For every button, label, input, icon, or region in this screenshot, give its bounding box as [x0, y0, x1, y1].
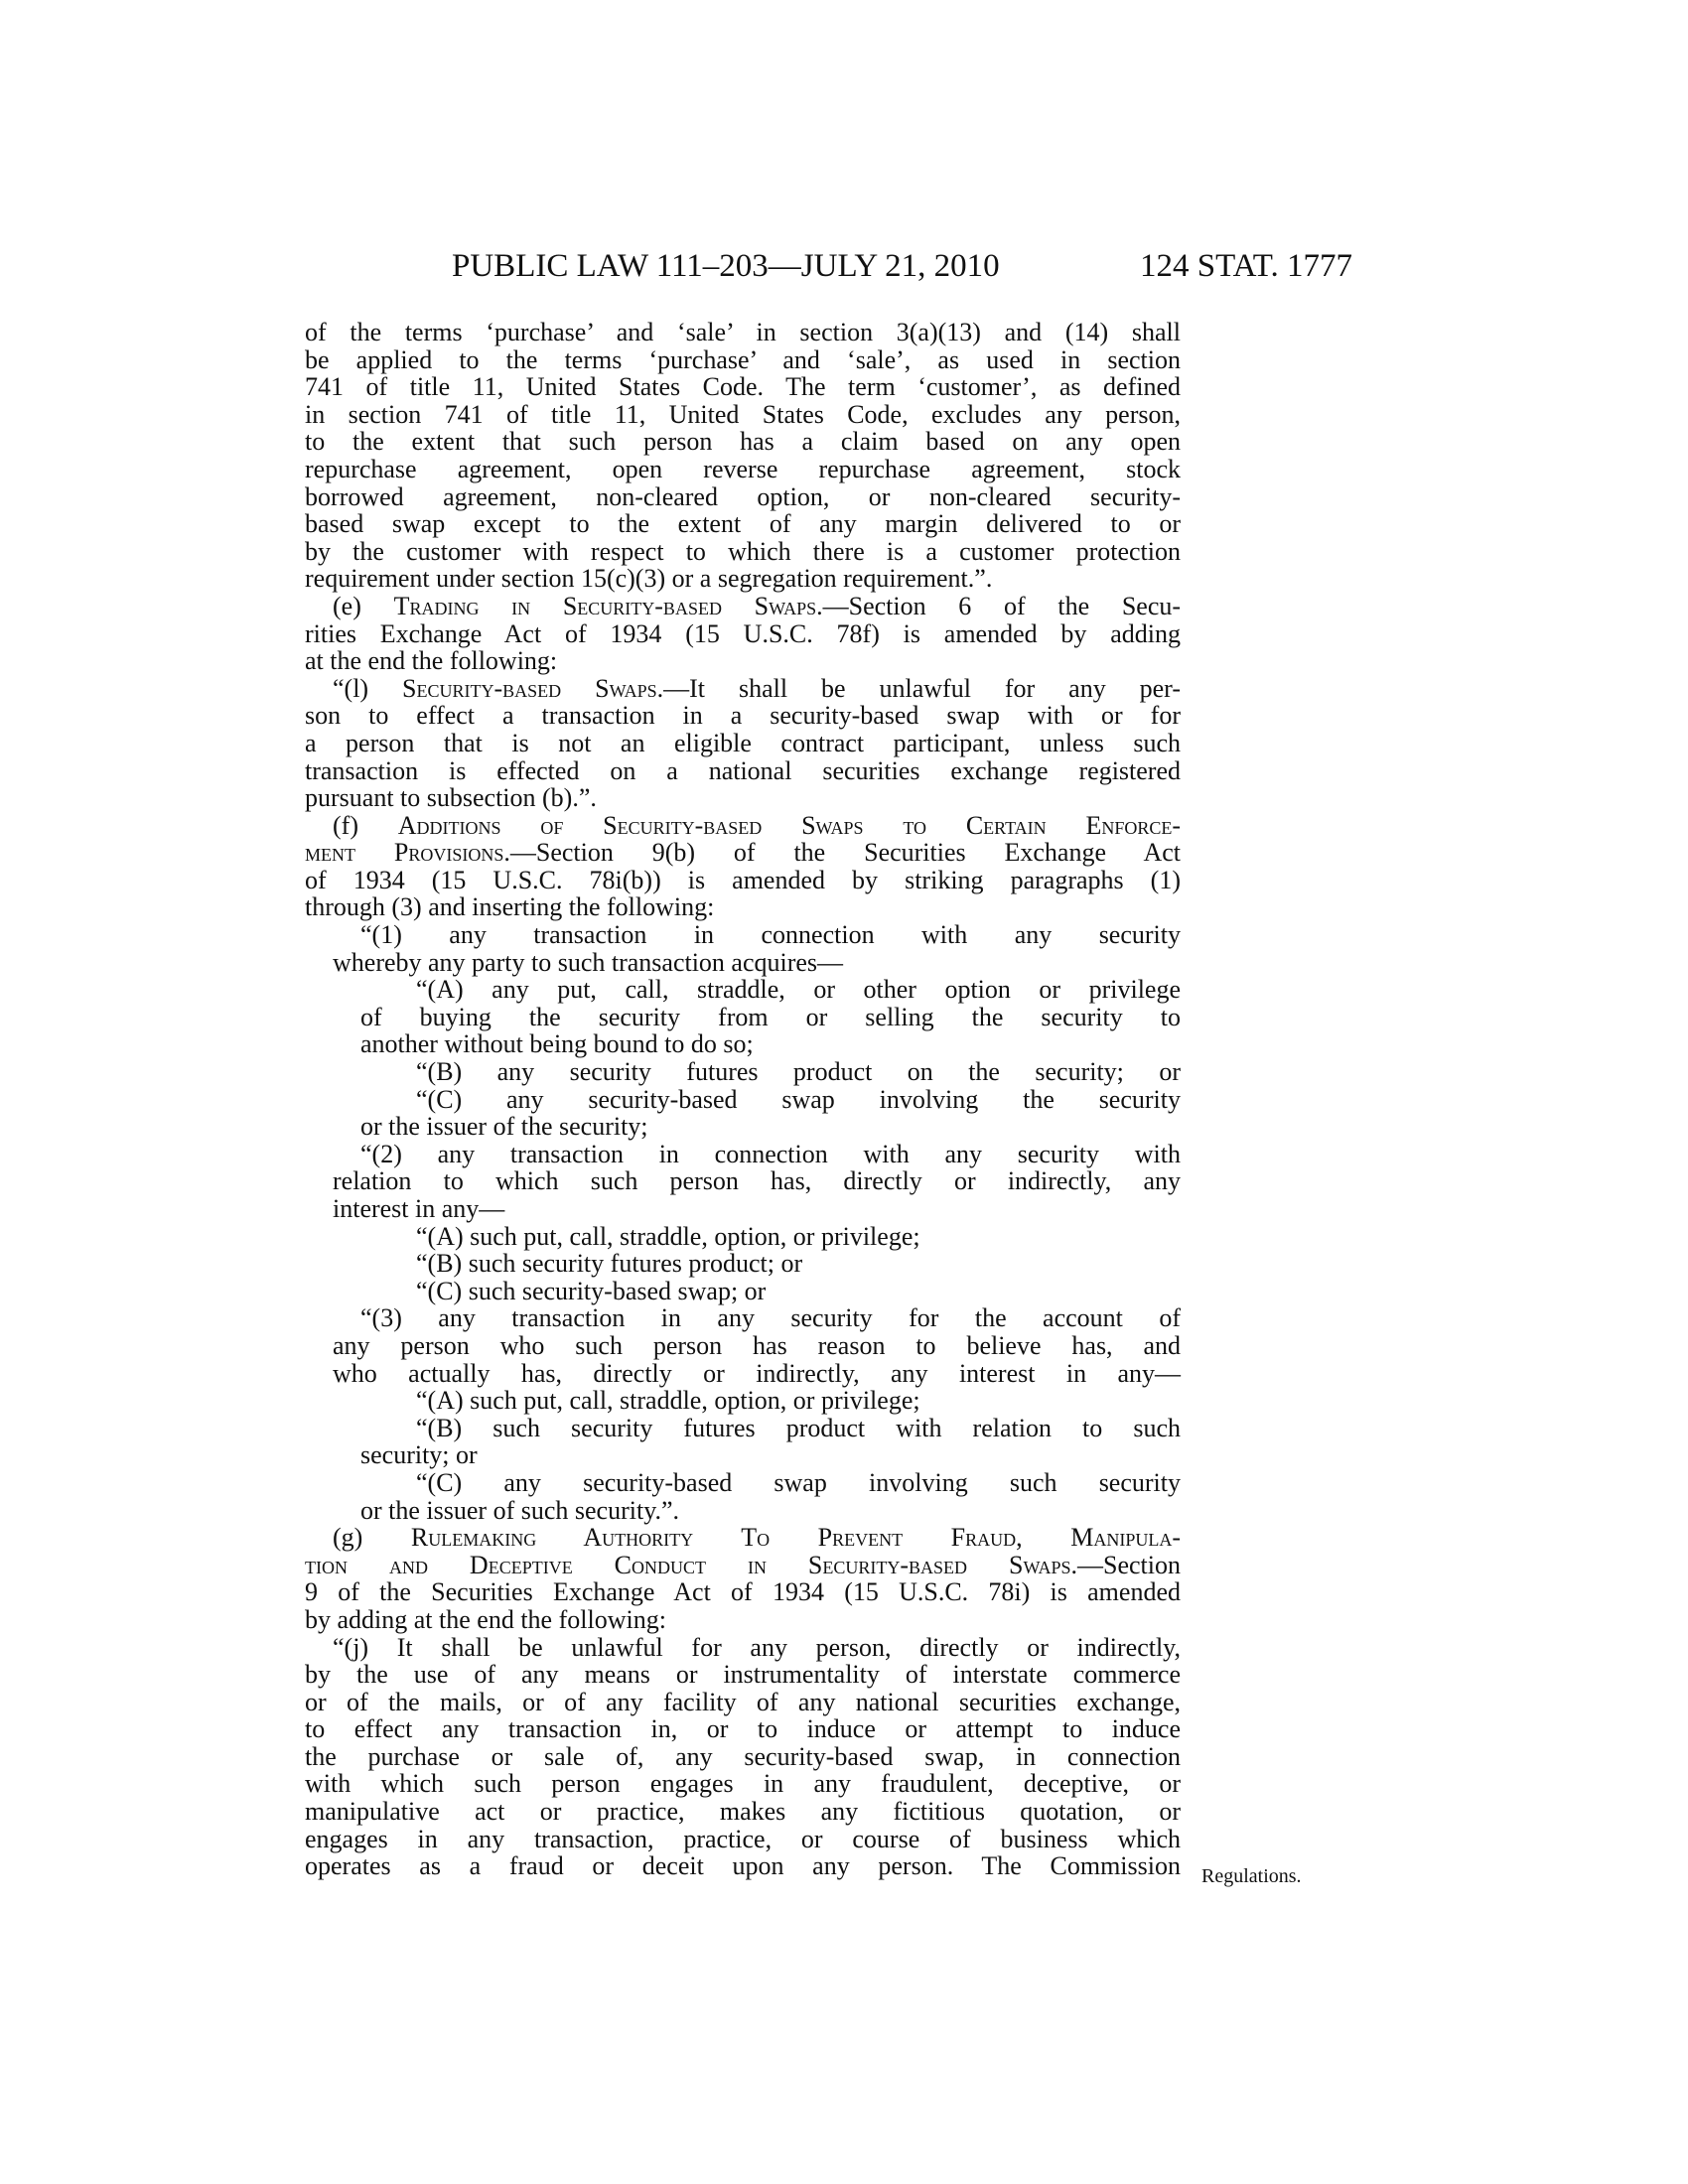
text-line [305, 565, 1181, 593]
text-line [305, 1415, 1181, 1442]
line-text: through (3) and inserting the following: [305, 892, 715, 922]
text-line [305, 1689, 1181, 1716]
text-line [305, 1250, 1181, 1278]
line-text: “(B) such security futures product; or [416, 1249, 803, 1279]
text-line [305, 1141, 1181, 1168]
text-line [305, 1715, 1181, 1743]
text-line [305, 593, 1181, 620]
text-line [305, 1743, 1181, 1771]
line-text: a person that is not an eligible contract participant, unless such [305, 728, 1181, 757]
section-heading-text: Security-based Swaps [402, 673, 657, 703]
text-line [305, 401, 1181, 429]
text-line [305, 538, 1181, 566]
line-text: manipulative act or practice, makes any fictitious quotation, or [305, 1797, 1181, 1827]
line-text: “(A) such put, call, straddle, option, or privilege; [416, 1221, 920, 1251]
line-text: (f) [333, 810, 398, 840]
line-text: “(C) any security-based swap involving such security [416, 1467, 1181, 1497]
line-text: “(3) any transaction in any security for the account of [360, 1303, 1181, 1333]
text-line [305, 1058, 1181, 1086]
text-line [305, 428, 1181, 456]
line-text: pursuant to subsection (b).”. [305, 783, 597, 813]
text-line [305, 1030, 1181, 1058]
line-text: “(C) any security-based swap involving the security [416, 1084, 1181, 1114]
text-line [305, 702, 1181, 730]
line-text: rities Exchange Act of 1934 (15 U.S.C. 78f) is amended by adding [305, 618, 1181, 648]
line-text: be applied to the terms ‘purchase’ and ‘sale’, as used in section [305, 344, 1181, 374]
line-text: in section 741 of title 11, United States Code, excludes any person, [305, 399, 1181, 429]
text-line [305, 949, 1181, 977]
text-line [305, 1332, 1181, 1360]
line-text: transaction is effected on a national securities exchange registered [305, 755, 1181, 785]
line-text: “(2) any transaction in connection with any security with [360, 1139, 1181, 1168]
line-text: requirement under section 15(c)(3) or a segregation requirement.”. [305, 564, 993, 594]
text-line [305, 1223, 1181, 1251]
text-line [305, 373, 1181, 401]
line-text: based swap except to the extent of any margin delivered to or [305, 509, 1181, 539]
line-text: “(1) any transaction in connection with any security [360, 920, 1181, 950]
text-line [305, 510, 1181, 538]
line-text: repurchase agreement, open reverse repurchase agreement, stock [305, 454, 1181, 483]
text-line [305, 730, 1181, 757]
text-line [305, 1195, 1181, 1223]
text-line [305, 483, 1181, 511]
line-text: .—It shall be unlawful for any per- [656, 673, 1181, 703]
line-text: the purchase or sale of, any security-based swap, in connection [305, 1741, 1181, 1771]
line-text: “(j) It shall be unlawful for any person, directly or indirectly, [333, 1632, 1181, 1662]
line-text: .—Section 9(b) of the Securities Exchange Act [503, 838, 1181, 868]
text-line [305, 784, 1181, 812]
line-text: interest in any— [333, 1194, 505, 1223]
line-text: or the issuer of the security; [360, 1112, 648, 1142]
line-text: .—Section 6 of the Secu- [816, 591, 1182, 620]
line-text: who actually has, directly or indirectly, any interest in any— [333, 1358, 1181, 1388]
line-text: son to effect a transaction in a security-based swap with or for [305, 701, 1181, 731]
text-line [305, 1552, 1181, 1579]
text-line [305, 1852, 1181, 1880]
text-line [305, 1578, 1181, 1606]
line-text: by the use of any means or instrumentality of interstate commerce [305, 1660, 1181, 1690]
line-text: by the customer with respect to which there is a customer protection [305, 536, 1181, 566]
line-text: (g) [333, 1523, 411, 1553]
line-text: (e) [333, 591, 394, 620]
line-text: whereby any party to such transaction acquires— [333, 947, 844, 977]
text-line [305, 1167, 1181, 1195]
line-text: to effect any transaction in, or to induce or attempt to induce [305, 1714, 1181, 1744]
line-text: “(A) such put, call, straddle, option, or privilege; [416, 1386, 920, 1416]
line-text: .—Section [1070, 1550, 1181, 1579]
line-text: or of the mails, or of any facility of any national securities exchange, [305, 1687, 1181, 1716]
text-line [305, 839, 1181, 867]
line-text: at the end the following: [305, 646, 558, 676]
margin-note: Regulations. [1201, 1865, 1302, 1887]
text-line [305, 812, 1181, 840]
line-text: any person who such person has reason to believe has, and [333, 1330, 1181, 1360]
text-line [305, 1770, 1181, 1798]
line-text: another without being bound to do so; [360, 1029, 754, 1059]
line-text: or the issuer of such security.”. [360, 1495, 680, 1525]
section-heading-text: ment Provisions [305, 838, 504, 868]
line-text: of buying the security from or selling the security to [360, 1002, 1181, 1031]
line-text: of the terms ‘purchase’ and ‘sale’ in section 3(a)(13) and (14) shall [305, 318, 1181, 346]
running-header-law: PUBLIC LAW 111–203—JULY 21, 2010 [452, 248, 1000, 284]
text-line [305, 675, 1181, 703]
text-line [305, 456, 1181, 483]
text-line [305, 757, 1181, 785]
line-text: “(B) any security futures product on the security; or [416, 1057, 1181, 1087]
line-text: borrowed agreement, non-cleared option, or non-cleared security- [305, 481, 1181, 511]
line-text: to the extent that such person has a claim based on any open [305, 427, 1181, 457]
text-line [305, 346, 1181, 374]
text-line [305, 1004, 1181, 1031]
text-line [305, 620, 1181, 648]
text-line [305, 893, 1181, 921]
line-text: “(A) any put, call, straddle, or other option or privilege [416, 975, 1181, 1005]
line-text: “(B) such security futures product with relation to such [416, 1413, 1181, 1442]
text-line [305, 1278, 1181, 1305]
section-heading-text: Additions of Security-based Swaps to Certain Enforce- [397, 810, 1181, 840]
line-text: 9 of the Securities Exchange Act of 1934 (15 U.S.C. 78i) is amended [305, 1577, 1181, 1607]
section-heading-text: Rulemaking Authority To Prevent Fraud, Manipula- [410, 1523, 1181, 1553]
section-heading-text: tion and Deceptive Conduct in Security-based Swaps [305, 1550, 1071, 1579]
line-text: with which such person engages in any fraudulent, deceptive, or [305, 1769, 1181, 1799]
statute-body-text [305, 319, 1181, 1880]
section-heading-text: Trading in Security-based Swaps [393, 591, 817, 620]
text-line [305, 921, 1181, 949]
text-line [305, 319, 1181, 346]
text-line [305, 1113, 1181, 1141]
text-line [305, 976, 1181, 1004]
line-text: security; or [360, 1440, 478, 1470]
text-line [305, 1798, 1181, 1826]
text-line [305, 1524, 1181, 1552]
text-line [305, 1634, 1181, 1662]
line-text: by adding at the end the following: [305, 1604, 666, 1634]
line-text: “(C) such security-based swap; or [416, 1276, 767, 1305]
text-line [305, 1304, 1181, 1332]
line-text: relation to which such person has, directly or indirectly, any [333, 1166, 1181, 1196]
text-line [305, 1469, 1181, 1497]
line-text: “(l) [333, 673, 403, 703]
line-text: 741 of title 11, United States Code. The term ‘customer’, as defined [305, 372, 1181, 402]
text-line [305, 1497, 1181, 1525]
text-line [305, 1387, 1181, 1415]
text-line [305, 1606, 1181, 1634]
text-line [305, 1826, 1181, 1853]
line-text: engages in any transaction, practice, or course of business which [305, 1824, 1181, 1853]
text-line [305, 1441, 1181, 1469]
text-line [305, 1360, 1181, 1388]
text-line [305, 647, 1181, 675]
text-line [305, 1661, 1181, 1689]
running-header-stat: 124 STAT. 1777 [1140, 248, 1353, 284]
line-text: operates as a fraud or deceit upon any person. The Commission [305, 1851, 1181, 1881]
text-line [305, 1086, 1181, 1114]
text-line [305, 867, 1181, 894]
line-text: of 1934 (15 U.S.C. 78i(b)) is amended by striking paragraphs (1) [305, 865, 1181, 894]
